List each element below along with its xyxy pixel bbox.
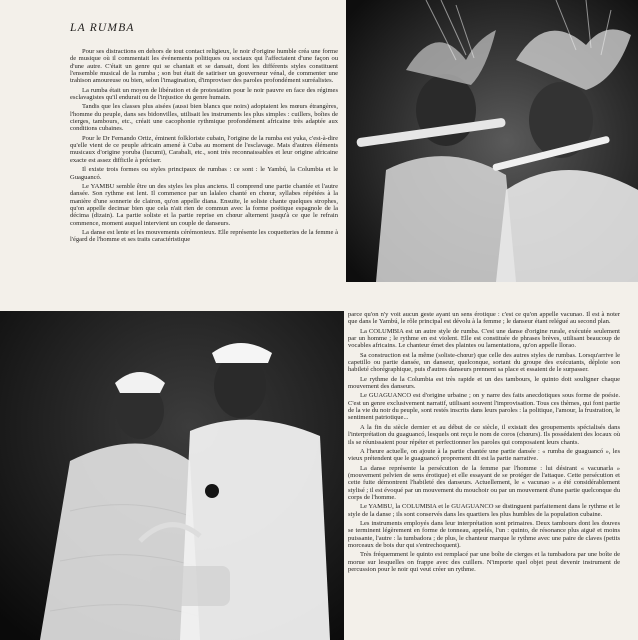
paragraph: Très fréquemment le quinto est remplacé par une boîte de cierges et la tumbadora par une boîte de morue sur lesquelles on frappe avec des cuillers. N'importe quel objet peut devenir instrument de percussion pour le noir qui veut créer un rythme. <box>348 551 620 573</box>
paragraph: Il existe trois formes ou styles principaux de rumbas : ce sont : le Yambú, la Columbia et le Guaguancó. <box>70 166 338 181</box>
paragraph: Le YAMBU, la COLUMBIA et le GUAGUANCO se distinguent parfaitement dans le rythme et le style de la danse ; ils sont conservés dans les quartiers les plus humbles de la population cubaine. <box>348 503 620 518</box>
paragraph: Pour ses distractions en dehors de tout contact religieux, le noir d'origine humble créa une forme de musique où il commentait les événements politiques ou sociaux qui l'affectaient d'une façon ou d'une autre. C'était un genre qui se chantait et se dansait, dont les différents styles constituent l'ensemble musical de la rumba ; son but était de satiriser un gouverneur vénal, de commenter une trahison amoureuse ou bien, selon l'imagination, d'improviser des paroles profondément surréalistes. <box>70 48 338 85</box>
text-column-top <box>70 48 338 284</box>
article-title: LA RUMBA <box>70 22 135 34</box>
photo-flute-players <box>346 0 638 282</box>
paragraph: Sa construction est la même (soliste-chœur) que celle des autres styles de rumbas. Lorsqu'arrive le capetillo ou partie dansée, un danseur, quelconque, sortant du groupe des exécutants, déploie son habileté chorégraphique, puis d'autres danseurs prennent sa place et essaient de le surpasser. <box>348 351 620 374</box>
paragraph: A l'heure actuelle, on ajoute à la partie chantée une partie dansée : « rumba de guaguancó », les vieux prétendent que le guaguancó proprement dit est la partie narrative. <box>348 447 620 463</box>
paragraph: Tandis que les classes plus aisées (aussi bien blancs que noirs) adoptaient les mœurs étrangères, l'homme du peuple, dans ses bidonvilles, utilisait les instruments les plus simples : cuillers, boîtes de cierges, tambours, etc., créait une cacophonie rythmique profondément africaine très adaptée aux conditions cubaines. <box>70 103 338 133</box>
paragraph: Le YAMBU semble être un des styles les plus anciens. Il comprend une partie chantée et l'autre dansée. Son rythme est lent. Il commence par un lalaleo chanté en chœur, syllabes répétées à la manière d'une sonnerie de clairon, qu'on appelle diana. Ensuite, le soliste chante quelques strophes, qu'on appelle decimar bien que cela n'ait rien de commun avec la forme poétique espagnole de la décima (dizain). La partie soliste et la partie reprise en chœur alternent jusqu'à ce que le refrain commence, moment auquel intervient un couple de danseurs. <box>70 182 338 227</box>
paragraph: La danse représente la persécution de la femme par l'homme : lui désirant « vacunarla » (mouvement pelvien de sens érotique) et elle essayant de se protéger de l'attaque. Cette persécution et cette fuite démontrent l'habileté des danseurs. Actuellement, le « vacunao » a été considérablement stylisé ; il est évoqué par un mouvement du mouchoir ou par un mouvement d'une partie quelconque du corps de l'homme. <box>348 464 620 501</box>
paragraph: parce qu'on n'y voit aucun geste ayant un sens érotique : c'est ce qu'on appelle vacunao. Il est à noter que dans le Yambú, le rôle principal est dévolu à la femme ; le danseur étant relégué au second plan. <box>348 311 620 326</box>
photo-dancing-couple-illustration <box>0 311 344 640</box>
paragraph: La COLUMBIA est un autre style de rumba. C'est une danse d'origine rurale, exécutée seulement par un homme ; le rythme en est violent. Elle est constituée de phrases brèves, utilisant beaucoup de vocables africains. Le chanteur émet des plaintes ou lamentations, qu'on appelle llorao. <box>348 327 620 350</box>
paragraph: Les instruments employés dans leur interprétation sont primaires. Deux tambours dont les douves se terminent légèrement en forme de tonneau, appelés, l'un : quinto, de résonance plus aiguë et moins puissante, l'autre : la tumbadora ; de plus, le chanteur marque le rythme avec une paire de claves (petits morceaux de bois dur qui s'entrechoquent). <box>348 519 620 549</box>
photo-dancing-couple <box>0 311 344 640</box>
text-column-bottom <box>348 311 620 635</box>
paragraph: Le GUAGUANCO est d'origine urbaine ; on y narre des faits anecdotiques sous forme de poésie. C'est un genre exclusivement narratif, utilisant souvent l'improvisation. Tous ces thèmes, qui font partie de la vie du noir du peuple, sont restés inscrits dans leurs paroles : la politique, l'amour, la frustration, le sentiment patriotique... <box>348 392 620 422</box>
paragraph: Le rythme de la Columbia est très rapide et un des tambours, le quinto doit souligner chaque mouvement des danseurs. <box>348 375 620 391</box>
paragraph: La rumba était un moyen de libération et de protestation pour le noir pauvre en face des régimes esclavagistes qu'il endurait ou de l'injustice du genre humain. <box>70 86 338 102</box>
paragraph: Pour le Dr Fernando Ortiz, éminent folkloriste cubain, l'origine de la rumba est yuka, c'est-à-dire qu'elle vient de ce peuple africain amené à Cuba au moment de l'esclavage. Mais d'autres éléments musicaux d'origine yoruba (lucumi), Carabali, etc., sont très reconnaissables et leur origine africaine exacte est assez difficile à préciser. <box>70 134 338 164</box>
paragraph: A la fin du siècle dernier et au début de ce siècle, il existait des groupements spécialisés dans l'interprétation du guaguancó, lesquels ont reçu le nom de coros (chœurs). Ils possédaient des locaux où ils se réunissaient pour répéter et perfectionner les paroles qui composaient leurs chants. <box>348 423 620 446</box>
paragraph: La danse est lente et les mouvements cérémonieux. Elle représente les coquetteries de la femme à l'égard de l'homme et ses traits caractéristique <box>70 228 338 244</box>
photo-flute-players-illustration <box>346 0 638 282</box>
